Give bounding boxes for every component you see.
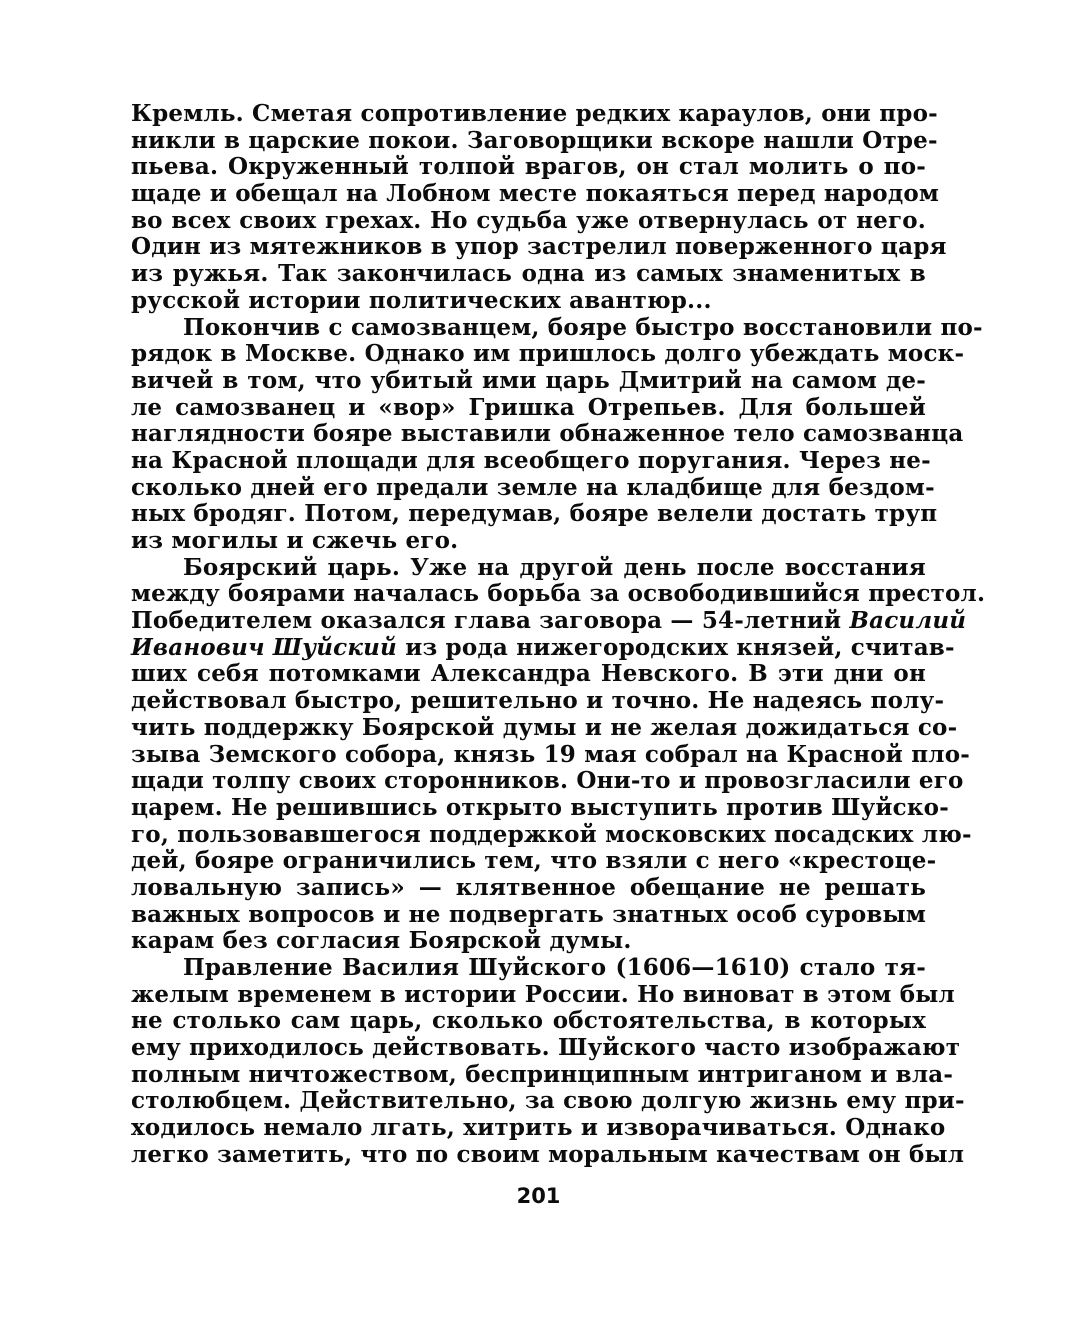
text-line — [131, 340, 965, 368]
text-segment: Покончив с самозванцем, бояре быстро восстановили по- — [183, 313, 983, 341]
text-segment: во всех своих грехах. Но судьба уже отвернулась от него. — [131, 206, 926, 234]
text-segment: дей, бояре ограничились тем, что взяли с него «крестоце- — [131, 847, 937, 875]
text-segment: действовал быстро, решительно и точно. Не надеясь полу- — [131, 687, 945, 715]
text-line — [131, 1087, 965, 1115]
text-segment: го, пользовавшегося поддержкой московских посадских лю- — [131, 820, 972, 848]
text-line — [131, 580, 986, 608]
text-line — [131, 902, 926, 929]
text-segment: легко заметить, что по своим моральным качествам он был — [131, 1140, 965, 1168]
text-segment: между боярами началась борьба за освободившийся престол. — [131, 580, 986, 608]
text-segment: (1606—1610) — [615, 954, 791, 981]
text-segment: Василий — [849, 607, 967, 635]
text-segment: Иванович Шуйский — [131, 633, 397, 661]
text-segment: русской истории политических авантюр... — [131, 286, 712, 314]
text-line — [131, 420, 964, 448]
text-segment: ему приходилось действовать. Шуйского часто изображают — [131, 1034, 961, 1062]
text-segment: вичей в том, что убитый ими царь Дмитрий на самом де- — [131, 366, 926, 394]
text-segment: сколько дней его предали земле на кладбище для бездом- — [131, 473, 935, 501]
text-segment: карам без согласия Боярской думы. — [131, 927, 632, 955]
text-segment: щаде и обещал на Лобном месте покаяться перед народом — [131, 180, 940, 208]
text-line — [131, 980, 955, 1009]
text-line — [131, 100, 938, 128]
text-line — [131, 1114, 946, 1142]
text-segment: царем. Не решившись открыто выступить против Шуйско- — [131, 793, 949, 821]
text-line — [131, 126, 938, 155]
text-line — [131, 767, 964, 795]
text-segment: важных вопросов и не подвергать знатных особ суровым — [131, 900, 926, 928]
text-line — [131, 154, 926, 181]
text-line — [131, 661, 926, 688]
text-line — [131, 500, 938, 528]
text-segment: желым временем в истории России. Но виноват в этом был — [131, 980, 955, 1008]
text-line — [131, 847, 937, 875]
text-segment: ных бродяг. Потом, передумав, бояре велели достать труп — [131, 500, 938, 528]
page-body-text — [131, 100, 986, 1169]
text-line — [131, 180, 940, 208]
text-segment: из могилы и сжечь его. — [131, 527, 459, 554]
text-line — [131, 555, 926, 582]
text-line — [131, 1140, 965, 1169]
text-line — [131, 395, 926, 422]
text-segment: столюбцем. Действительно, за свою долгую жизнь ему при- — [131, 1087, 965, 1115]
text-line — [131, 473, 935, 502]
text-line — [131, 446, 931, 475]
text-line — [131, 208, 926, 235]
text-line — [131, 820, 972, 849]
text-segment: Один из мятежников в упор застрелил поверженного царя — [131, 233, 947, 261]
text-line — [131, 368, 926, 395]
text-segment: Боярский царь. — [183, 553, 401, 581]
text-line — [131, 313, 983, 342]
text-segment: никли в царские покои. Заговорщики вскоре нашли Отре- — [131, 126, 938, 154]
text-segment: Правление Василия Шуйского — [183, 954, 616, 981]
text-line — [131, 633, 955, 662]
text-line — [131, 687, 945, 715]
text-line — [131, 1034, 961, 1062]
text-segment: из ружья. Так закончилась одна из самых знаменитых в — [131, 260, 926, 288]
text-segment: наглядности бояре выставили обнаженное тело самозванца — [131, 420, 964, 448]
text-segment: Уже на другой день после восстания — [400, 553, 927, 581]
text-line — [131, 528, 926, 555]
text-segment: на Красной площади для всеобщего поругания. Через не- — [131, 446, 931, 474]
text-line — [131, 740, 971, 769]
text-segment: стало тя- — [790, 954, 926, 981]
text-segment: полным ничтожеством, беспринципным интриганом и вла- — [131, 1060, 954, 1088]
text-line — [131, 233, 947, 261]
text-segment: ходилось немало лгать, хитрить и изворачиваться. Однако — [131, 1114, 946, 1142]
text-segment: рядок в Москве. Однако им пришлось долго убеждать моск- — [131, 340, 965, 368]
text-line — [131, 875, 926, 902]
page-number: 201 — [516, 1184, 561, 1208]
text-line — [131, 261, 926, 288]
text-segment: пьева. Окруженный толпой врагов, он стал молить о по- — [131, 153, 926, 181]
text-line — [131, 928, 926, 955]
text-line — [131, 713, 958, 742]
text-line — [131, 288, 926, 315]
text-segment: ловальную запись» — клятвенное обещание не решать — [131, 873, 926, 901]
text-line — [131, 955, 926, 982]
text-segment: зыва Земского собора, князь 19 мая собрал на Красной пло- — [131, 740, 971, 768]
text-segment: Кремль. Сметая сопротивление редких караулов, они про- — [131, 100, 938, 127]
text-line — [131, 1060, 954, 1089]
text-line — [131, 607, 967, 635]
text-segment: щади толпу своих сторонников. Они-то и провозгласили его — [131, 767, 964, 795]
text-segment: не столько сам царь, сколько обстоятельства, в которых — [131, 1007, 926, 1035]
text-segment: ших себя потомками Александра Невского. В эти дни он — [131, 660, 926, 688]
text-segment: ле самозванец и «вор» Гришка Отрепьев. Для большей — [131, 393, 926, 421]
text-segment: из рода нижегородских князей, считав- — [396, 633, 955, 661]
text-line — [131, 1008, 926, 1035]
text-segment: Победителем оказался глава заговора — 54-летний — [131, 607, 850, 635]
text-segment: чить поддержку Боярской думы и не желая дожидаться со- — [131, 713, 958, 741]
text-line — [131, 793, 949, 822]
